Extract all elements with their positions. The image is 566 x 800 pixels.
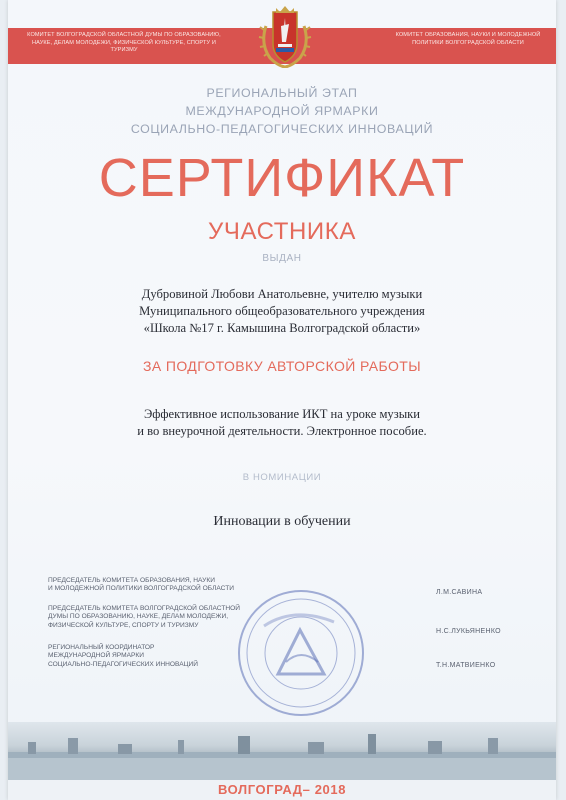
signatory-1 (48, 577, 278, 594)
signatory-1-line1: ПРЕДСЕДАТЕЛЬ КОМИТЕТА ОБРАЗОВАНИЯ, НАУКИ (48, 577, 215, 584)
work-title-line2: и во внеурочной деятельности. Электронное пособие. (137, 424, 427, 438)
certificate-title: СЕРТИФИКАТ (98, 148, 466, 208)
signatory-2-name: Н.С.ЛУКЬЯНЕНКО (436, 628, 501, 635)
signatory-3 (48, 644, 278, 669)
footer-city-year: ВОЛГОГРАД– 2018 (8, 780, 556, 800)
fair-title-line1: РЕГИОНАЛЬНЫЙ ЭТАП (206, 86, 358, 100)
nomination-label: В НОМИНАЦИИ (242, 472, 322, 483)
signatory-1-line2: И МОЛОДЕЖНОЙ ПОЛИТИКИ ВОЛГОГРАДСКОЙ ОБЛАСТИ (48, 585, 234, 593)
recipient-line2: Муниципального общеобразовательного учреждения (139, 304, 425, 318)
signatory-1-name: Л.М.САВИНА (436, 589, 483, 596)
signatory-2-line1: ПРЕДСЕДАТЕЛЬ КОМИТЕТА ВОЛГОГРАДСКОЙ ОБЛАСТНОЙ (48, 605, 240, 612)
recipient-line3: «Школа №17 г. Камышина Волгоградской области» (143, 321, 421, 335)
award-text: ЗА ПОДГОТОВКУ АВТОРСКОЙ РАБОТЫ (142, 358, 422, 374)
signatory-3-name: Т.Н.МАТВИЕНКО (436, 662, 496, 669)
certificate-page (8, 0, 556, 800)
signatory-3-line1: РЕГИОНАЛЬНЫЙ КООРДИНАТОР (48, 644, 155, 651)
header-right-text: КОМИТЕТ ОБРАЗОВАНИЯ, НАУКИ И МОЛОДЕЖНОЙ ПОЛИТИКИ ВОЛГОГРАДСКОЙ ОБЛАСТИ (395, 32, 541, 46)
certificate-subtitle: УЧАСТНИКА (208, 218, 356, 245)
signatory-2 (48, 605, 278, 630)
work-title-line1: Эффективное использование ИКТ на уроке музыки (143, 407, 421, 421)
header-left-text: КОМИТЕТ ВОЛГОГРАДСКОЙ ОБЛАСТНОЙ ДУМЫ ПО ОБРАЗОВАНИЮ, НАУКЕ, ДЕЛАМ МОЛОДЕЖИ, ФИЗИЧЕСКОЙ КУЛЬТУРЕ, СПОРТУ И ТУРИЗМУ (27, 32, 221, 54)
city-panorama-image (8, 722, 556, 780)
signatory-3-line3: СОЦИАЛЬНО-ПЕДАГОГИЧЕСКИХ ИННОВАЦИЙ (48, 660, 198, 668)
signatory-2-line2: ДУМЫ ПО ОБРАЗОВАНИЮ, НАУКЕ, ДЕЛАМ МОЛОДЕЖИ, (48, 613, 229, 621)
signatory-3-line2: МЕЖДУНАРОДНОЙ ЯРМАРКИ (48, 652, 144, 660)
fair-title-line3: СОЦИАЛЬНО-ПЕДАГОГИЧЕСКИХ ИННОВАЦИЙ (130, 122, 434, 136)
fair-title-line2: МЕЖДУНАРОДНОЙ ЯРМАРКИ (185, 104, 379, 118)
issued-label: ВЫДАН (262, 253, 302, 264)
coat-of-arms-icon (256, 4, 314, 68)
recipient-line1: Дубровиной Любови Анатольевне, учителю музыки (141, 287, 423, 301)
signatory-2-line3: ФИЗИЧЕСКОЙ КУЛЬТУРЕ, СПОРТУ И ТУРИЗМУ (48, 621, 199, 629)
nomination-name: Инновации в обучении (213, 514, 351, 529)
